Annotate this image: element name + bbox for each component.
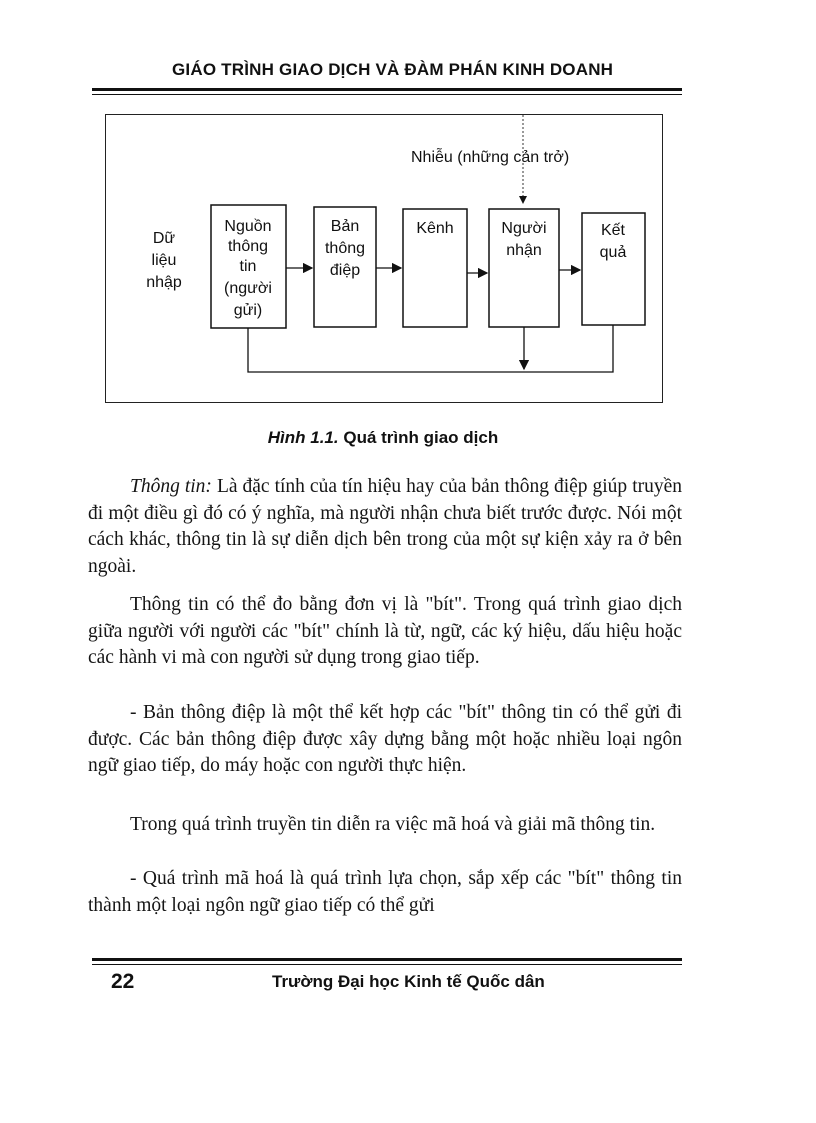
- result-line-1: Kết: [600, 222, 626, 239]
- source-line-5: gửi): [233, 302, 263, 319]
- input-line-2: liệu: [151, 252, 177, 269]
- source-line-1: Nguồn: [224, 218, 272, 235]
- receiver-line-1: Người: [501, 220, 547, 237]
- figure-caption: [0, 428, 766, 448]
- source-line-4: (người: [224, 280, 272, 297]
- channel-line-1: Kênh: [416, 220, 454, 237]
- diagram-canvas: [106, 115, 664, 404]
- book-title: GIÁO TRÌNH GIAO DỊCH VÀ ĐÀM PHÁN KINH DOANH: [172, 60, 614, 79]
- feedback-loop: [248, 325, 613, 372]
- figure-label: Hình 1.1.: [267, 428, 339, 447]
- receiver-line-2: nhận: [506, 242, 542, 259]
- input-line-3: nhập: [146, 274, 182, 291]
- paragraph-information: [88, 474, 682, 580]
- term-information: Thông tin:: [130, 476, 212, 497]
- page-number: 22: [111, 970, 135, 993]
- paragraph-information-text: Là đặc tính của tín hiệu hay của bản thông điệp giúp truyền đi một điều gì đó có ý nghĩa, mà người nhận chưa biết trước được. Nói một cách khác, thông tin là sự diễn dịch bên trong của một sự kiện xảy ra ở bên ngoài.: [88, 476, 683, 577]
- noise-label: Nhiễu (những cản trở): [411, 149, 570, 166]
- footer-rule: [92, 958, 682, 961]
- source-line-2: thông: [227, 238, 269, 255]
- input-line-1: Dữ: [152, 230, 176, 247]
- communication-diagram: [105, 114, 663, 403]
- message-line-2: thông: [324, 240, 366, 257]
- source-line-3: tin: [239, 258, 257, 275]
- message-line-1: Bản: [330, 218, 360, 235]
- result-line-2: quả: [599, 244, 627, 261]
- school-name: Trường Đại học Kinh tế Quốc dân: [272, 972, 545, 991]
- paragraph-bit-unit: Thông tin có thể đo bằng đơn vị là "bít". Trong quá trình giao dịch giữa người với người các "bít" chính là từ, ngữ, các ký hiệu, dấu hiệu hoặc các hành vi mà con người sử dụng trong giao tiếp.: [88, 594, 682, 669]
- figure-title: Quá trình giao dịch: [343, 428, 499, 447]
- footer-rule-thin: [92, 964, 682, 965]
- message-line-3: điệp: [329, 262, 361, 279]
- header-rule-thin: [92, 94, 682, 95]
- header-rule: [92, 88, 682, 91]
- paragraph-encoding: Trong quá trình truyền tin diễn ra việc mã hoá và giải mã thông tin.: [130, 814, 656, 835]
- paragraph-message: - Bản thông điệp là một thể kết hợp các "bít" thông tin có thể gửi đi được. Các bản thông điệp được xây dựng bằng một hoặc nhiều loại ngôn ngữ giao tiếp, do máy hoặc con người thực hiện.: [88, 702, 682, 777]
- paragraph-encoding-process: - Quá trình mã hoá là quá trình lựa chọn, sắp xếp các "bít" thông tin thành một loại ngôn ngữ giao tiếp có thể gửi: [88, 868, 682, 916]
